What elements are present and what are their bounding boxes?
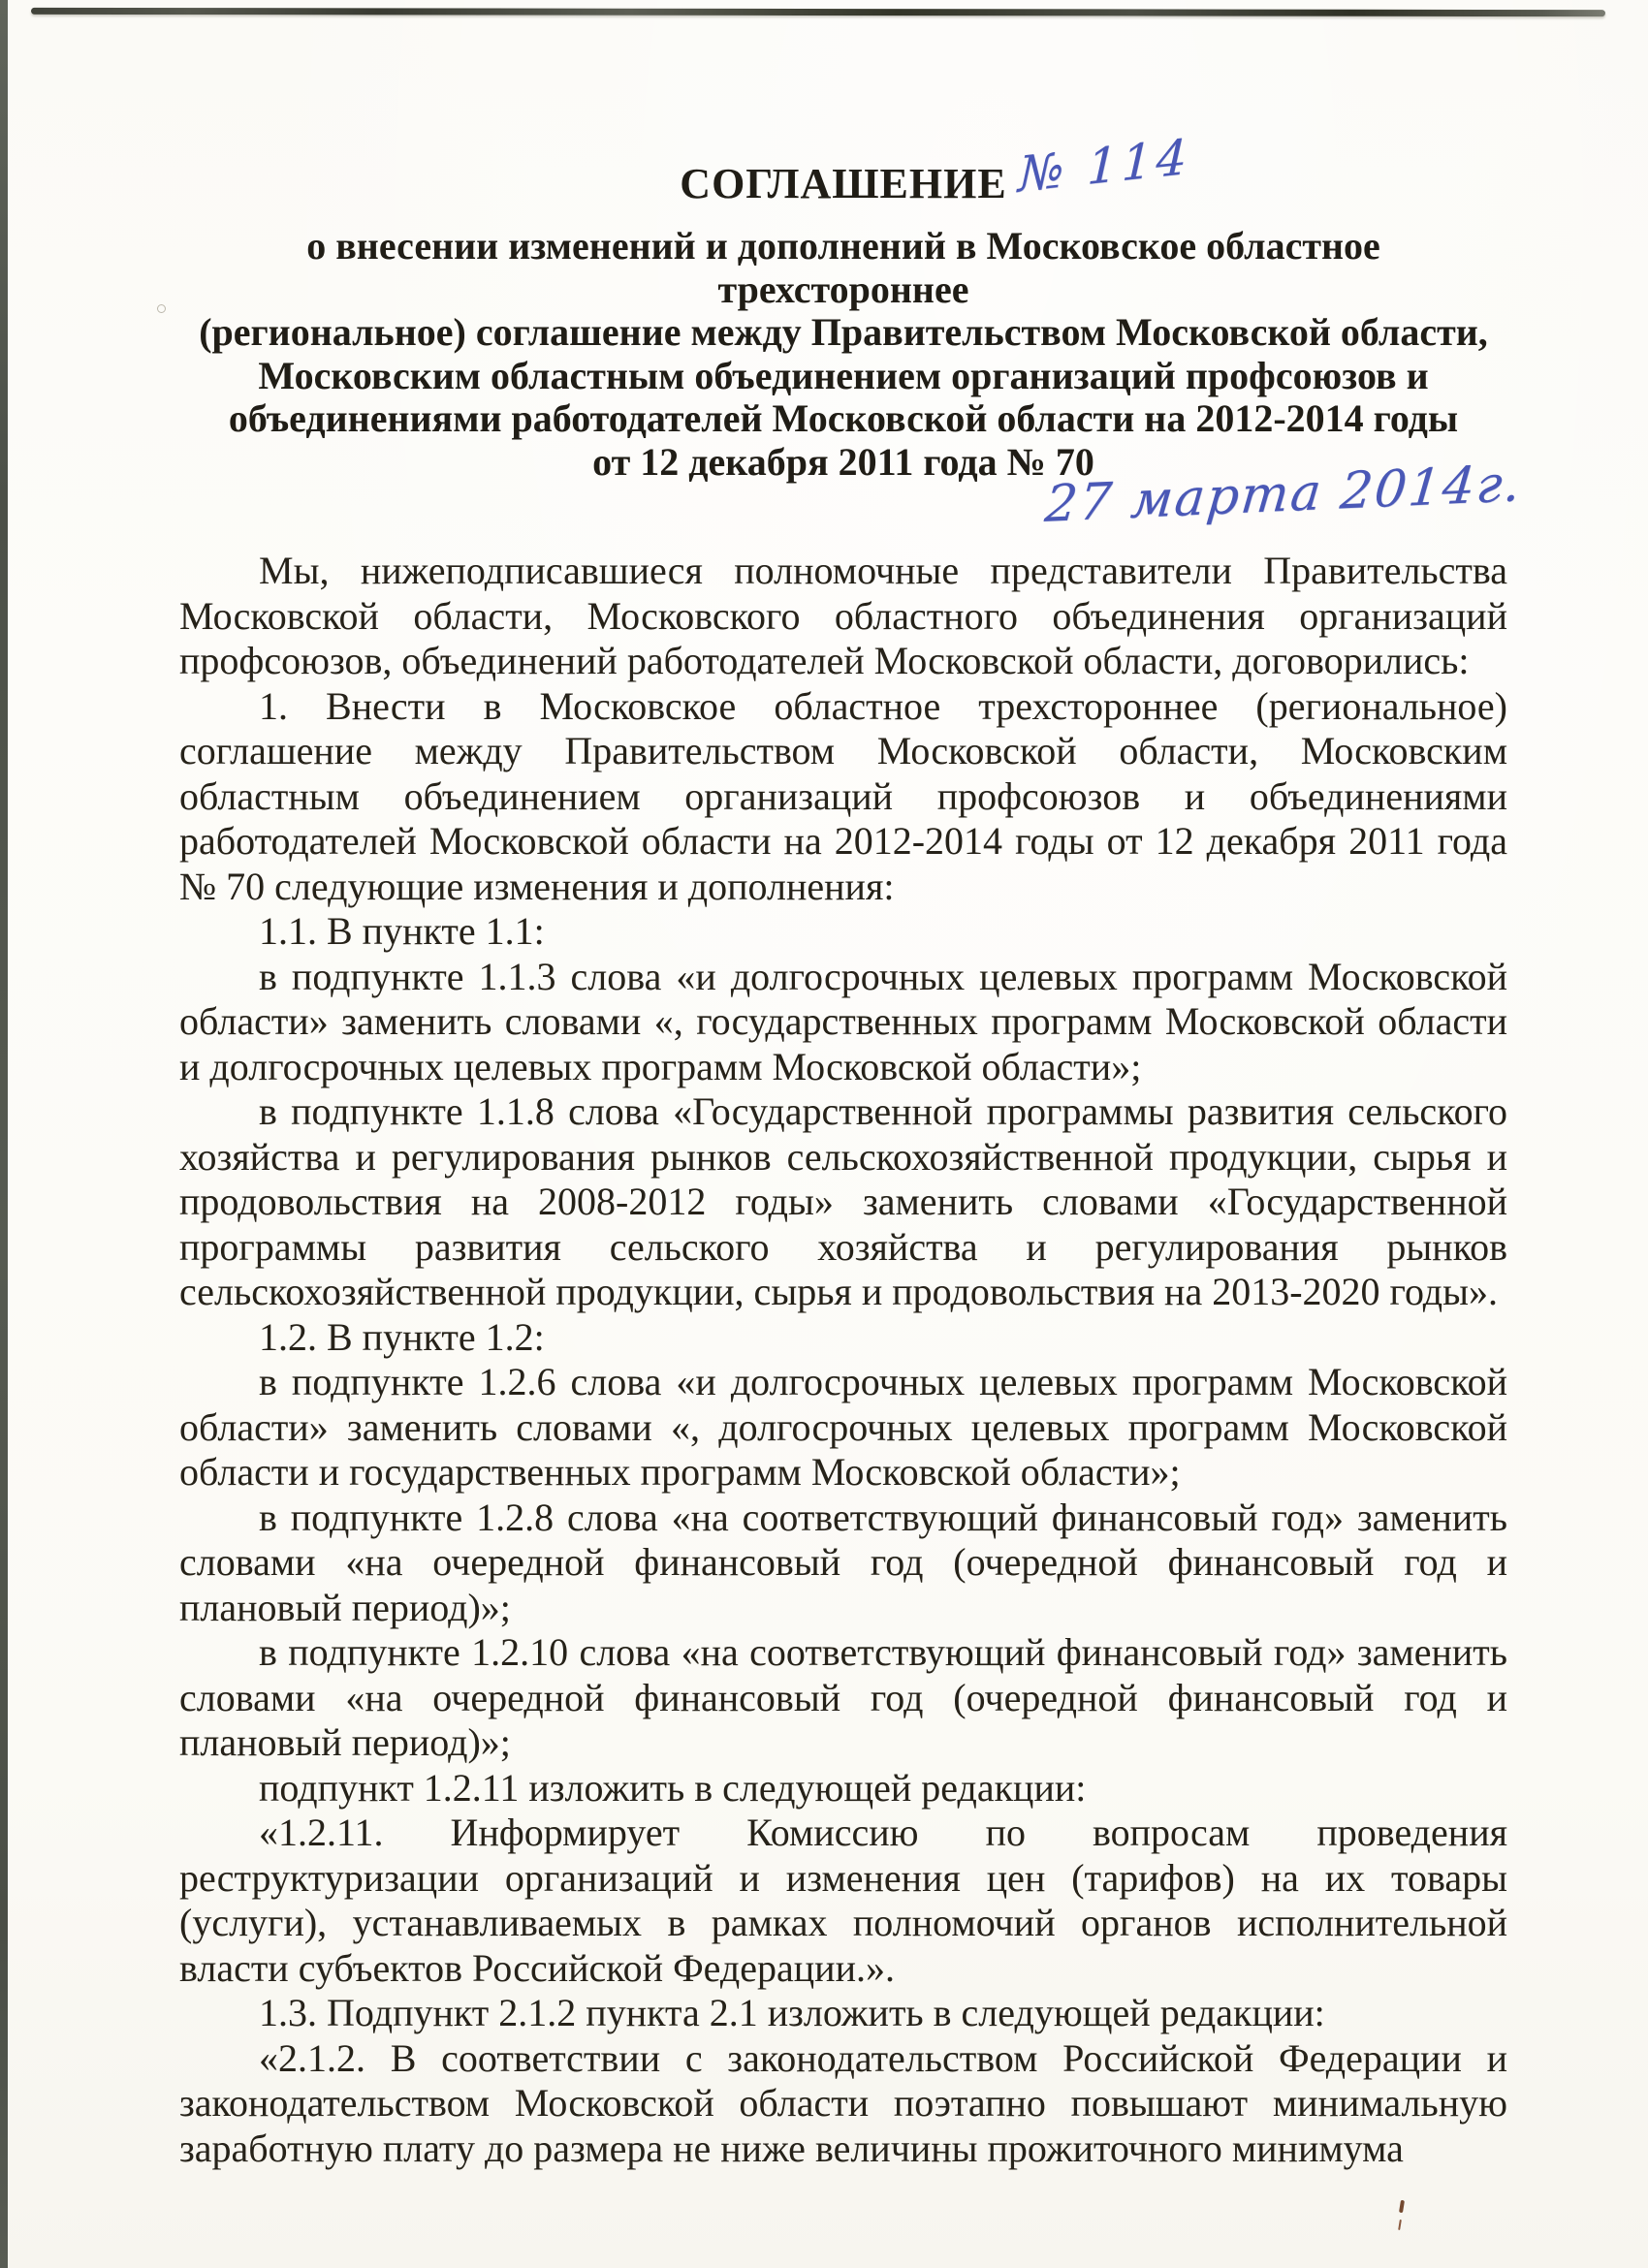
paragraph: 1.2. В пункте 1.2: [259, 1314, 545, 1359]
document-body [179, 549, 1507, 2171]
paragraph: в подпункте 1.2.10 слова «на соответствующий финансовый год» заменить словами «на очередной финансовый год (очередной финансовый год и плановый период)»; [179, 1630, 1507, 1764]
handwritten-number: № 114 [1017, 128, 1192, 204]
document-title: СОГЛАШЕНИЕ [680, 160, 1007, 207]
document-subtitle-line: от 12 декабря 2011 года № 70 [592, 439, 1094, 484]
scan-speck [1399, 2200, 1405, 2213]
document-subtitle-line: о внесении изменений и дополнений в Московское областное трехстороннее [306, 224, 1380, 311]
paragraph: в подпункте 1.2.6 слова «и долгосрочных целевых программ Московской области» заменить словами «, долгосрочных целевых программ Московской области и государственных программ Московской области»; [179, 1360, 1507, 1494]
paragraph: в подпункте 1.2.8 слова «на соответствующий финансовый год» заменить словами «на очередной финансовый год (очередной финансовый год и плановый период)»; [179, 1495, 1507, 1629]
paragraph: Мы, нижеподписавшиеся полномочные представители Правительства Московской области, Московского областного объединения организаций профсоюзов, объединений работодателей Московской области, договорились: [179, 549, 1507, 682]
scan-speck [157, 304, 166, 313]
title-row [179, 161, 1507, 225]
document-subtitle-line: объединениями работодателей Московской области на 2012-2014 годы [228, 396, 1459, 440]
handwritten-date: 27 марта 2014г. [1042, 455, 1525, 534]
scan-top-line [31, 8, 1605, 16]
document-header [179, 161, 1507, 484]
document-subtitle-line: Московским областным объединением организаций профсоюзов и [258, 353, 1429, 397]
paragraph: «2.1.2. В соответствии с законодательством Российской Федерации и законодательством Московской области поэтапно повышают минимальную заработную плату до размера не ниже величины прожиточного минимума [179, 2035, 1507, 2170]
paragraph: 1.3. Подпункт 2.1.2 пункта 2.1 изложить в следующей редакции: [259, 1991, 1325, 2034]
document-subtitle-line: (региональное) соглашение между Правительством Московской области, [199, 310, 1488, 354]
paragraph: в подпункте 1.1.3 слова «и долгосрочных целевых программ Московской области» заменить словами «, государственных программ Московской области и долгосрочных целевых программ Московской области»; [179, 954, 1507, 1088]
paragraph: подпункт 1.2.11 изложить в следующей редакции: [259, 1765, 1087, 1810]
paragraph: «1.2.11. Информирует Комиссию по вопросам проведения реструктуризации организаций и изменения цен (тарифов) на их товары (услуги), устанавливаемых в рамках полномочий органов исполнительной власти субъектов Российской Федерации.». [179, 1811, 1507, 1990]
paragraph: 1. Внести в Московское областное трехстороннее (региональное) соглашение между Правительством Московской области, Московским областным объединением организаций профсоюзов и объединениями работодателей Московской области на 2012-2014 годы от 12 декабря 2011 года № 70 следующие изменения и дополнения: [179, 683, 1507, 908]
scan-left-edge [0, 0, 8, 2268]
paragraph: 1.1. В пункте 1.1: [259, 909, 545, 953]
paragraph: в подпункте 1.1.8 слова «Государственной программы развития сельского хозяйства и регулирования рынков сельскохозяйственной продукции, сырья и продовольствия на 2008-2012 годы» заменить словами «Государственной программы развития сельского хозяйства и регулирования рынков сельскохозяйственной продукции, сырья и продовольствия на 2013-2020 годы». [179, 1089, 1507, 1313]
